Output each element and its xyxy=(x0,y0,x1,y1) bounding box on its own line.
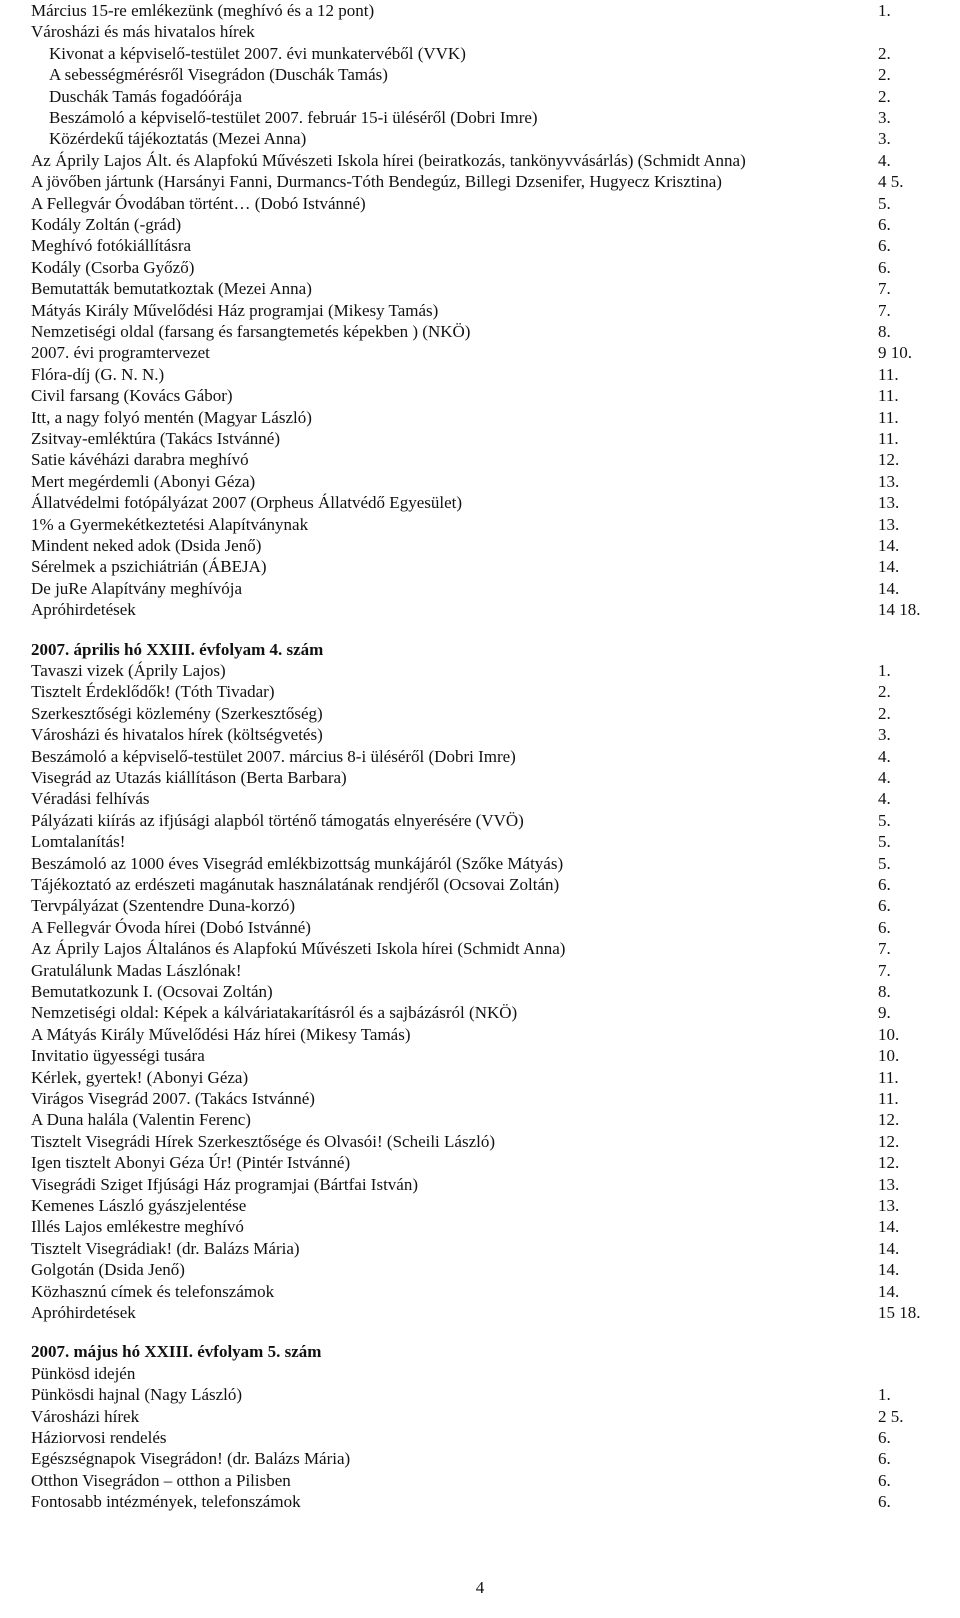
entry-title: Mert megérdemli (Abonyi Géza) xyxy=(31,471,256,491)
entry-title: Tájékoztató az erdészeti magánutak használatának rendjéről (Ocsovai Zoltán) xyxy=(31,875,560,894)
toc-entry xyxy=(0,342,960,364)
entry-title: Beszámoló a képviselő-testület 2007. március 8-i üléséről (Dobri Imre) xyxy=(31,746,516,766)
entry-title: Pünkösdi hajnal (Nagy László) xyxy=(31,1385,243,1405)
entry-page: 15 18. xyxy=(878,1303,921,1322)
entry-page: 14 18. xyxy=(878,600,921,620)
toc-entry xyxy=(0,960,960,982)
entry-page: 6. xyxy=(878,917,891,937)
entry-title: Városházi hírek xyxy=(31,1406,140,1426)
toc-entry xyxy=(0,1174,960,1196)
toc-entry xyxy=(0,660,960,682)
entry-page: 6. xyxy=(878,875,891,894)
entry-title: Lomtalanítás! xyxy=(31,832,126,852)
toc-entry xyxy=(0,1002,960,1024)
entry-page: 13. xyxy=(878,493,900,513)
entry-title: Véradási felhívás xyxy=(31,789,150,809)
entry-page: 11. xyxy=(878,1067,899,1087)
toc-entry xyxy=(0,767,960,789)
toc-entry xyxy=(0,535,960,557)
entry-title: Fontosabb intézmények, telefonszámok xyxy=(31,1492,301,1512)
entry-page: 6. xyxy=(878,236,891,256)
toc-entry xyxy=(0,1152,960,1174)
entry-title: Az Áprily Lajos Ált. és Alapfokú Művészeti Iskola hírei (beiratkozás, tankönyvvásárlás) (Schmidt Anna) xyxy=(31,150,746,170)
entry-title: Állatvédelmi fotópályázat 2007 (Orpheus Állatvédő Egyesület) xyxy=(31,493,463,513)
toc-entry xyxy=(0,556,960,578)
entry-title: Tisztelt Visegrádi Hírek Szerkesztősége és Olvasói! (Scheili László) xyxy=(31,1131,496,1151)
entry-title: Nemzetiségi oldal: Képek a kálváriatakarításról és a sajbázásról (NKÖ) xyxy=(31,1003,518,1023)
toc-entry xyxy=(0,853,960,875)
entry-page: 9 10. xyxy=(878,343,912,363)
entry-page: 3. xyxy=(878,129,891,149)
entry-page: 12. xyxy=(878,1131,900,1151)
entry-title: A Duna halála (Valentin Ferenc) xyxy=(31,1110,251,1130)
toc-entry xyxy=(0,1384,960,1406)
entry-page: 1. xyxy=(878,661,891,680)
toc-entry xyxy=(0,810,960,832)
toc-entry xyxy=(0,107,960,129)
toc-entry xyxy=(0,1470,960,1492)
toc-entry xyxy=(0,321,960,343)
toc-entry xyxy=(0,981,960,1003)
entry-page: 6. xyxy=(878,257,891,277)
entry-page: 14. xyxy=(878,578,900,598)
entry-title: Igen tisztelt Abonyi Géza Úr! (Pintér Istvánné) xyxy=(31,1153,351,1173)
entry-title: 2007. évi programtervezet xyxy=(31,343,210,363)
toc-entry xyxy=(0,1195,960,1217)
entry-page: 6. xyxy=(878,896,891,916)
entry-page: 2. xyxy=(878,86,891,106)
toc-entry xyxy=(0,1131,960,1153)
toc-entry xyxy=(0,235,960,257)
toc-entry xyxy=(0,514,960,536)
toc-entry xyxy=(0,895,960,917)
toc-entry xyxy=(0,492,960,514)
entry-title: Nemzetiségi oldal (farsang és farsangtemetés képekben ) (NKÖ) xyxy=(31,322,471,341)
entry-page: 11. xyxy=(878,1089,899,1108)
entry-page: 6. xyxy=(878,1449,891,1469)
toc-entry xyxy=(0,1216,960,1238)
entry-page: 7. xyxy=(878,960,891,980)
toc-entry xyxy=(0,599,960,621)
entry-page: 12. xyxy=(878,1110,900,1130)
entry-page: 14. xyxy=(878,1281,900,1301)
toc-entry xyxy=(0,428,960,450)
toc-entry xyxy=(0,278,960,300)
toc-entry xyxy=(0,1088,960,1110)
entry-page: 7. xyxy=(878,939,891,959)
entry-title: Satie kávéházi darabra meghívó xyxy=(31,450,249,470)
entry-page: 13. xyxy=(878,1196,900,1215)
toc-entry xyxy=(0,43,960,65)
entry-page: 13. xyxy=(878,471,900,491)
entry-title: Civil farsang (Kovács Gábor) xyxy=(31,386,233,406)
entry-title: Flóra-díj (G. N. N.) xyxy=(31,364,165,384)
toc-entry xyxy=(0,788,960,810)
toc-entry xyxy=(0,917,960,939)
toc-entry xyxy=(0,1406,960,1428)
entry-page: 11. xyxy=(878,407,899,427)
entry-title: Gratulálunk Madas Lászlónak! xyxy=(31,960,242,980)
entry-page: 4. xyxy=(878,150,891,170)
entry-title: Illés Lajos emlékestre meghívó xyxy=(31,1217,244,1237)
entry-title: A Fellegvár Óvoda hírei (Dobó Istvánné) xyxy=(31,917,311,937)
toc-entry xyxy=(0,1491,960,1513)
entry-title: Kodály Zoltán (-grád) xyxy=(31,215,182,234)
toc-entry xyxy=(0,1045,960,1067)
entry-title: 1% a Gyermekétkeztetési Alapítványnak xyxy=(31,514,309,534)
entry-title: Kivonat a képviselő-testület 2007. évi munkatervéből (VVK) xyxy=(49,43,466,63)
entry-title: Közérdekű tájékoztatás (Mezei Anna) xyxy=(49,129,307,149)
entry-page: 5. xyxy=(878,832,891,852)
entry-page: 12. xyxy=(878,450,900,470)
entry-title: Duschák Tamás fogadóórája xyxy=(49,86,242,106)
toc-entry xyxy=(0,1302,960,1324)
entry-title: Tisztelt Érdeklődők! (Tóth Tivadar) xyxy=(31,682,275,702)
entry-page: 13. xyxy=(878,1174,900,1194)
entry-title: Pályázati kiírás az ifjúsági alapból történő támogatás elnyerésére (VVÖ) xyxy=(31,810,524,830)
entry-page: 5. xyxy=(878,193,891,213)
entry-page: 5. xyxy=(878,853,891,873)
entry-page: 8. xyxy=(878,322,891,341)
entry-page: 4. xyxy=(878,746,891,766)
entry-title: Sérelmek a pszichiátrián (ÁBEJA) xyxy=(31,557,267,577)
entry-page: 9. xyxy=(878,1003,891,1023)
toc-entry xyxy=(0,724,960,746)
entry-page: 5. xyxy=(878,810,891,830)
toc-entry xyxy=(0,1427,960,1449)
toc-entry xyxy=(0,128,960,150)
entry-title: Március 15-re emlékezünk (meghívó és a 12 pont) xyxy=(31,1,375,20)
entry-title: Háziorvosi rendelés xyxy=(31,1428,167,1447)
entry-title: A Mátyás Király Művelődési Ház hírei (Mikesy Tamás) xyxy=(31,1024,411,1044)
entry-page: 14. xyxy=(878,1217,900,1237)
toc-entry xyxy=(0,831,960,853)
toc-entry xyxy=(0,364,960,386)
entry-title: Tavaszi vizek (Áprily Lajos) xyxy=(31,661,226,680)
toc-entry xyxy=(0,1448,960,1470)
entry-title: Szerkesztőségi közlemény (Szerkesztőség) xyxy=(31,703,323,723)
entry-title: Kemenes László gyászjelentése xyxy=(31,1196,247,1215)
toc-entry xyxy=(0,449,960,471)
toc-entry xyxy=(0,171,960,193)
entry-title: Beszámoló az 1000 éves Visegrád emlékbizottság munkájáról (Szőke Mátyás) xyxy=(31,853,564,873)
entry-title: A sebességmérésről Visegrádon (Duschák Tamás) xyxy=(49,65,388,85)
entry-page: 11. xyxy=(878,364,899,384)
entry-page: 2. xyxy=(878,703,891,723)
toc-entry xyxy=(0,578,960,600)
entry-title: Invitatio ügyességi tusára xyxy=(31,1046,205,1066)
issue-heading: 2007. május hó XXIII. évfolyam 5. szám xyxy=(31,1342,322,1362)
entry-title: Kérlek, gyertek! (Abonyi Géza) xyxy=(31,1067,249,1087)
toc-entry xyxy=(0,300,960,322)
entry-page: 6. xyxy=(878,1492,891,1512)
entry-page: 2 5. xyxy=(878,1406,904,1426)
entry-title: Apróhirdetések xyxy=(31,600,136,620)
toc-entry xyxy=(0,64,960,86)
entry-title: Bemutatkozunk I. (Ocsovai Zoltán) xyxy=(31,982,273,1001)
entry-page: 2. xyxy=(878,682,891,702)
entry-title: Zsitvay-emléktúra (Takács Istvánné) xyxy=(31,429,280,448)
toc-entry xyxy=(0,746,960,768)
entry-page: 8. xyxy=(878,982,891,1001)
toc-entry xyxy=(0,86,960,108)
entry-title: Bemutatták bemutatkoztak (Mezei Anna) xyxy=(31,279,312,299)
entry-title: Visegrádi Sziget Ifjúsági Ház programjai (Bártfai István) xyxy=(31,1174,419,1194)
entry-title: Beszámoló a képviselő-testület 2007. február 15-i üléséről (Dobri Imre) xyxy=(49,108,538,127)
toc-entry xyxy=(0,385,960,407)
toc-entry xyxy=(0,257,960,279)
toc-entry xyxy=(0,703,960,725)
toc-entry xyxy=(0,0,960,22)
toc-entry xyxy=(0,471,960,493)
entry-page: 13. xyxy=(878,514,900,534)
entry-page: 10. xyxy=(878,1046,900,1066)
entry-title: Virágos Visegrád 2007. (Takács Istvánné) xyxy=(31,1089,315,1108)
entry-page: 1. xyxy=(878,1385,891,1405)
page-number: 4 xyxy=(475,1578,485,1597)
toc-entry xyxy=(0,1109,960,1131)
toc-entry xyxy=(0,150,960,172)
entry-title: Itt, a nagy folyó mentén (Magyar László) xyxy=(31,407,312,427)
toc-entry xyxy=(0,938,960,960)
entry-page: 14. xyxy=(878,536,900,555)
entry-title: Városházi és hivatalos hírek (költségvetés) xyxy=(31,725,323,745)
entry-page: 7. xyxy=(878,300,891,320)
toc-entry xyxy=(0,214,960,236)
entry-page: 2. xyxy=(878,65,891,85)
entry-title: Közhasznú címek és telefonszámok xyxy=(31,1281,275,1301)
toc-entry xyxy=(0,1238,960,1260)
toc-entry xyxy=(0,1259,960,1281)
entry-title: Tisztelt Visegrádiak! (dr. Balázs Mária) xyxy=(31,1238,300,1258)
entry-page: 6. xyxy=(878,1470,891,1490)
issue-heading: 2007. április hó XXIII. évfolyam 4. szám xyxy=(31,639,324,659)
entry-title: Mátyás Király Művelődési Ház programjai (Mikesy Tamás) xyxy=(31,300,439,320)
entry-page: 6. xyxy=(878,215,891,234)
toc-entry xyxy=(0,1281,960,1303)
entry-title: De juRe Alapítvány meghívója xyxy=(31,578,243,598)
entry-title: Meghívó fotókiállításra xyxy=(31,236,192,256)
entry-page: 14. xyxy=(878,1238,900,1258)
entry-page: 14. xyxy=(878,557,900,577)
entry-title: Mindent neked adok (Dsida Jenő) xyxy=(31,536,262,555)
entry-page: 10. xyxy=(878,1024,900,1044)
entry-title: A jövőben jártunk (Harsányi Fanni, Durmancs-Tóth Bendegúz, Billegi Dzsenifer, Hugyecz Krisztina) xyxy=(31,172,722,192)
toc-entry xyxy=(0,1363,960,1385)
entry-title: Golgotán (Dsida Jenő) xyxy=(31,1260,185,1280)
toc-entry xyxy=(0,407,960,429)
entry-title: Egészségnapok Visegrádon! (dr. Balázs Mária) xyxy=(31,1449,351,1469)
entry-page: 3. xyxy=(878,108,891,127)
entry-page: 11. xyxy=(878,429,899,448)
entry-page: 4. xyxy=(878,768,891,787)
toc-entry xyxy=(0,1024,960,1046)
entry-page: 4. xyxy=(878,789,891,809)
entry-title: Pünkösd idején xyxy=(31,1363,136,1383)
entry-page: 6. xyxy=(878,1428,891,1447)
entry-page: 1. xyxy=(878,1,891,20)
entry-page: 11. xyxy=(878,386,899,406)
toc-entry xyxy=(0,1067,960,1089)
entry-page: 2. xyxy=(878,43,891,63)
entry-page: 4 5. xyxy=(878,172,904,192)
entry-title: Visegrád az Utazás kiállításon (Berta Barbara) xyxy=(31,768,347,787)
entry-title: Apróhirdetések xyxy=(31,1303,136,1322)
entry-page: 3. xyxy=(878,725,891,745)
entry-page: 14. xyxy=(878,1260,900,1280)
entry-title: Otthon Visegrádon – otthon a Pilisben xyxy=(31,1470,291,1490)
entry-page: 12. xyxy=(878,1153,900,1173)
entry-title: Kodály (Csorba Győző) xyxy=(31,257,195,277)
entry-page: 7. xyxy=(878,279,891,299)
entry-title: Városházi és más hivatalos hírek xyxy=(31,22,255,42)
toc-entry xyxy=(0,21,960,43)
entry-title: Tervpályázat (Szentendre Duna-korzó) xyxy=(31,896,296,916)
toc-entry xyxy=(0,193,960,215)
entry-title: Az Áprily Lajos Általános és Alapfokú Művészeti Iskola hírei (Schmidt Anna) xyxy=(31,939,566,959)
toc-entry xyxy=(0,681,960,703)
toc-entry xyxy=(0,874,960,896)
entry-title: A Fellegvár Óvodában történt… (Dobó Istvánné) xyxy=(31,193,366,213)
